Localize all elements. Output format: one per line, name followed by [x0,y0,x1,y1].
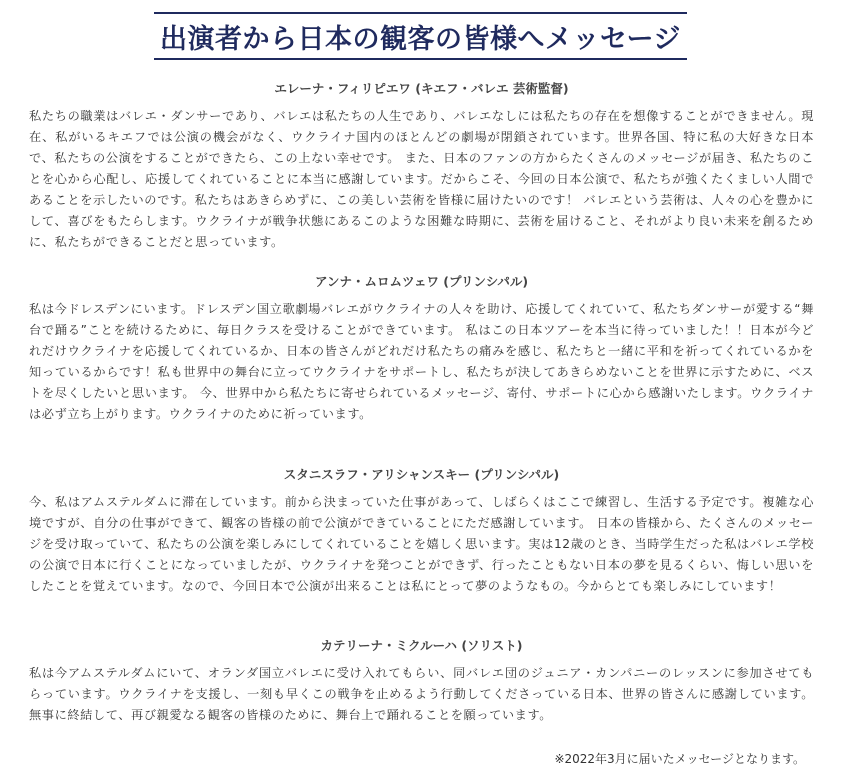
message-body: 私は今ドレスデンにいます。ドレスデン国立歌劇場バレエがウクライナの人々を助け、応援してくれていて、私たちダンサーが愛する“舞台で踊る”ことを続けるために、毎日クラスを受けることができています。 私はこの日本ツアーを本当に待っていました！！日本が今どれだけウクライナを応援してくれているか、日本の皆さんがどれだけ私たちの痛みを感じ、私たちと一緒に平和を祈ってくれているかを知っているからです！私も世界中の舞台に立ってウクライナをサポートし、私たちが決してあきらめないことを世界に示すために、ベストを尽くしたいと思います。 今、世界中から私たちに寄せられているメッセージ、寄付、サポートに心から感謝いたします。ウクライナは必ず立ち上がります。ウクライナのために祈っています。 [29,302,814,421]
message-heading: スタニスラフ・アリシャンスキー (プリンシパル) [283,467,560,482]
message-body: 私は今アムステルダムにいて、オランダ国立バレエに受け入れてもらい、同バレエ団のジュニア・カンパニーのレッスンに参加させてもらっています。ウクライナを支援し、一刻も早くこの戦争を止めるよう行動してくださっている日本、世界の皆さんに感謝しています。無事に終結して、再び親愛なる観客の皆様のために、舞台上で踊れることを願っています。 [29,666,814,722]
page-title-frame [154,12,687,60]
message-section-muromtseva [29,273,814,425]
page-title: 出演者から日本の観客の皆様へメッセージ [160,23,681,55]
message-heading: エレーナ・フィリピエワ (キエフ・バレエ 芸術監督) [274,81,569,96]
message-heading: カテリーナ・ミクルーハ (ソリスト) [320,638,523,653]
message-section-alishanskiy [29,466,814,597]
message-heading: アンナ・ムロムツェワ (プリンシパル) [314,274,529,289]
message-body: 今、私はアムステルダムに滞在しています。前から決まっていた仕事があって、しばらくはここで練習し、生活する予定です。複雑な心境ですが、自分の仕事ができて、観客の皆様の前で公演ができていることにただ感謝しています。 日本の皆様から、たくさんのメッセージを受け取っていて、私たちの公演を楽しみにしてくれていることを嬉しく思います。実は12歳のとき、当時学生だった私はバレエ学校の公演で日本に行くことになっていましたが、ウクライナを発つことができず、行ったこともない日本の夢を見るくらい、悔しい思いをしたことを覚えています。なので、今回日本で公演が出来ることは私にとって夢のようなもの。今からとても楽しみにしています！ [29,495,814,593]
message-section-mikluha [29,637,814,726]
message-body: 私たちの職業はバレエ・ダンサーであり、バレエは私たちの人生であり、バレエなしには私たちの存在を想像することができません。現在、私がいるキエフでは公演の機会がなく、ウクライナ国内のほとんどの劇場が閉鎖されています。世界各国、特に私の大好きな日本で、私たちの公演をすることができたら、この上ない幸せです。 また、日本のファンの方からたくさんのメッセージが届き、私たちのことを心から心配し、応援してくれていることに本当に感謝しています。だからこそ、今回の日本公演で、私たちが強くたくましい人間であることを示したいのです。私たちはあきらめずに、この美しい芸術を皆様に届けたいのです！ バレエという芸術は、人々の心を豊かにして、喜びをもたらします。ウクライナが戦争状態にあるこのような困難な時期に、芸術を届けること、それがより良い未来を創るために、私たちができることだと思っています。 [29,109,814,249]
message-section-filipieva [29,80,814,253]
footnote: ※2022年3月に届いたメッセージとなります。 [554,752,805,766]
